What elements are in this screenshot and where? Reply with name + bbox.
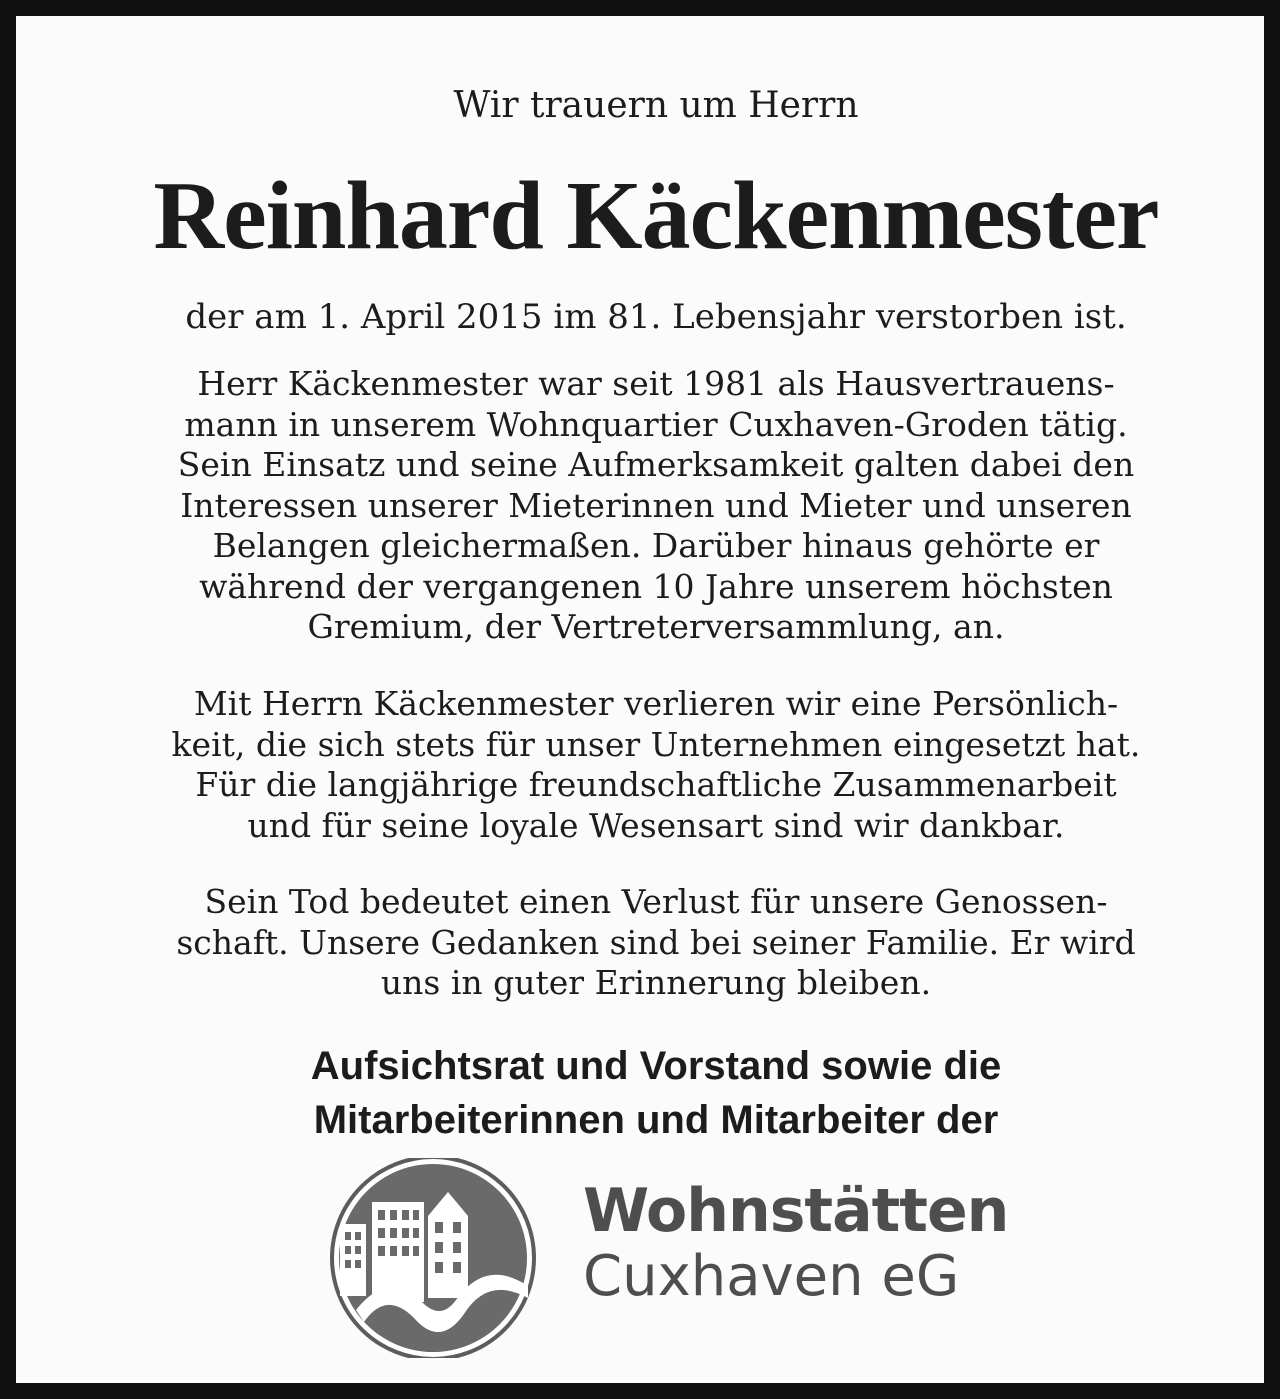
paragraph-line: Sein Einsatz und seine Aufmerksamkeit galten dabei den bbox=[177, 445, 1135, 484]
paragraph-line: Für die langjährige freundschaftliche Zusammenarbeit bbox=[195, 765, 1117, 804]
paragraph-line: Sein Tod bedeutet einen Verlust für unsere Genossen- bbox=[204, 882, 1108, 921]
paragraph-line: Gremium, der Vertreterversammlung, an. bbox=[307, 607, 1005, 646]
logo-wordmark bbox=[583, 1176, 1009, 1309]
paragraph-line: Belangen gleichermaßen. Darüber hinaus gehörte er bbox=[212, 526, 1100, 565]
logo-line-1: Wohnstätten bbox=[583, 1176, 1009, 1246]
company-logo bbox=[316, 1158, 1016, 1358]
paragraph-line: mann in unserem Wohnquartier Cuxhaven-Groden tätig. bbox=[184, 404, 1128, 444]
death-date-line: der am 1. April 2015 im 81. Lebensjahr verstorben ist. bbox=[185, 297, 1127, 337]
paragraph-line: während der vergangenen 10 Jahre unserem höchsten bbox=[199, 566, 1113, 606]
intro-line: Wir trauern um Herrn bbox=[453, 85, 859, 126]
paragraph-line: schaft. Unsere Gedanken sind bei seiner Familie. Er wird bbox=[176, 922, 1136, 962]
paragraph-1 bbox=[72, 364, 1240, 648]
paragraph-line: Mit Herrn Käckenmester verlieren wir eine Persönlich- bbox=[193, 684, 1119, 723]
deceased-name: Reinhard Käckenmester bbox=[153, 162, 1159, 270]
signature-line: Mitarbeiterinnen und Mitarbeiter der bbox=[313, 1098, 999, 1142]
paragraph-3 bbox=[72, 882, 1240, 1004]
paragraph-line: Interessen unserer Mieterinnen und Mieter und unseren bbox=[180, 485, 1132, 525]
signature-block bbox=[32, 1039, 1280, 1147]
notice-content bbox=[32, 32, 1280, 1399]
paragraph-line: Herr Käckenmester war seit 1981 als Hausvertrauens- bbox=[197, 364, 1115, 403]
paragraph-line: und für seine loyale Wesensart sind wir dankbar. bbox=[247, 805, 1065, 845]
paragraph-line: uns in guter Erinnerung bleiben. bbox=[380, 963, 932, 1002]
logo-line-2: Cuxhaven eG bbox=[583, 1244, 960, 1309]
paragraph-line: keit, die sich stets für unser Unternehmen eingesetzt hat. bbox=[171, 724, 1141, 764]
houses-in-circle-logo-icon bbox=[316, 1158, 556, 1358]
paragraph-2 bbox=[72, 684, 1240, 846]
signature-line: Aufsichtsrat und Vorstand sowie die bbox=[310, 1044, 1002, 1088]
